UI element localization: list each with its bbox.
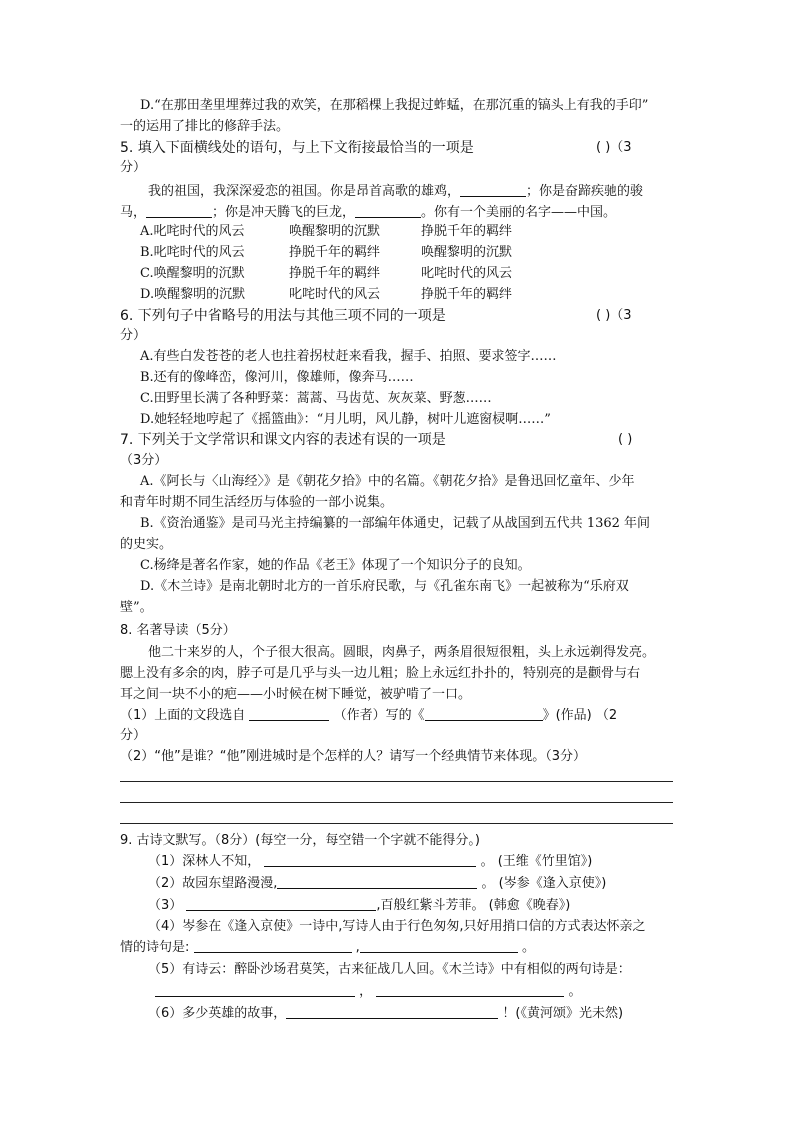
q5-answer-paren[interactable]: ( )（3 bbox=[596, 140, 632, 155]
q8-subquestion-2: （2）“他”是谁？“他”刚进城时是个怎样的人？请写一个经典情节来体现。（3分） bbox=[120, 749, 586, 764]
q7-points: （3分） bbox=[120, 453, 168, 468]
q5-option-d-col2: 叱咤时代的风云 bbox=[289, 287, 381, 302]
q5-option-b[interactable]: B.叱咤时代的风云 bbox=[140, 245, 245, 260]
q8-author-blank[interactable] bbox=[249, 707, 329, 721]
q5-option-d-col3: 挣脱千年的羁绊 bbox=[421, 287, 513, 302]
q9-item-5-comma: ， bbox=[359, 984, 373, 999]
q6-option-c[interactable]: C.田野里长满了各种野菜：蒿蒿、马齿苋、灰灰菜、野葱…… bbox=[140, 391, 492, 406]
q5-option-a-col3: 挣脱千年的羁绊 bbox=[421, 224, 513, 239]
q9-item-4-line1: （4）岑参在《逢入京使》一诗中,写诗人由于行色匆匆,只好用捎口信的方式表达怀亲之 bbox=[148, 919, 646, 934]
q8-answer-line-1[interactable] bbox=[120, 781, 673, 782]
q9-item-6 bbox=[148, 1005, 623, 1023]
q6-option-d[interactable]: D.她轻轻地哼起了《摇篮曲》：“月儿明，风儿静，树叶儿遮窗棂啊……” bbox=[140, 412, 551, 427]
q5-passage-e: 。你有一个美丽的名字——中国。 bbox=[421, 205, 617, 220]
q5-option-a-col2: 唤醒黎明的沉默 bbox=[289, 224, 381, 239]
q5-points-tail: 分） bbox=[120, 160, 147, 175]
q5-passage-line2 bbox=[120, 204, 616, 222]
q9-item-4-comma: , bbox=[355, 940, 360, 955]
q9-item-2-blank[interactable] bbox=[277, 875, 477, 889]
q7-option-c[interactable]: C.杨绛是著名作家，她的作品《老王》体现了一个知识分子的良知。 bbox=[140, 558, 531, 573]
q5-blank-2[interactable] bbox=[146, 204, 212, 218]
q8-passage-line3: 耳之间一块不小的疤——小时候在树下睡觉，被驴啃了一口。 bbox=[120, 687, 472, 702]
q5-passage-a: 我的祖国，我深深爱恋的祖国。你是昂首高歌的雄鸡， bbox=[148, 184, 461, 199]
q9-item-2 bbox=[148, 875, 606, 893]
q9-item-4-end: 。 bbox=[521, 940, 535, 955]
q5-option-a[interactable]: A.叱咤时代的风云 bbox=[140, 224, 245, 239]
q9-item-5-end: 。 bbox=[568, 984, 582, 999]
q9-item-1-suffix: 。 (王维《竹里馆》) bbox=[480, 854, 593, 869]
q5-option-b-col3: 唤醒黎明的沉默 bbox=[421, 245, 513, 260]
q5-option-c[interactable]: C.唤醒黎明的沉默 bbox=[140, 266, 245, 281]
q7-option-a-line1[interactable]: A.《阿长与〈山海经〉》是《朝花夕拾》中的名篇。《朝花夕拾》是鲁迅回忆童年、少年 bbox=[140, 474, 635, 489]
q8-title: 8. 名著导读（5分） bbox=[120, 623, 236, 638]
q6-stem: 6. 下列句子中省略号的用法与其他三项不同的一项是 bbox=[120, 308, 446, 324]
q9-item-5-blank-2[interactable] bbox=[376, 983, 564, 997]
q7-option-b-line2: 的史实。 bbox=[120, 537, 173, 552]
q8-subquestion-1 bbox=[120, 707, 617, 725]
q9-item-4-line2 bbox=[120, 939, 535, 957]
q9-item-4-blank-2[interactable] bbox=[360, 939, 518, 953]
q5-stem: 5. 填入下面横线处的语句，与上下文衔接最恰当的一项是 bbox=[120, 140, 474, 156]
q9-item-3-suffix: ,百般红紫斗芳菲。 (韩愈《晚春》) bbox=[376, 898, 571, 913]
q9-item-6-suffix: ！(《黄河颂》光未然) bbox=[502, 1006, 624, 1021]
q9-item-3 bbox=[148, 897, 570, 915]
q9-item-2-suffix: 。 (岑参《逢入京使》) bbox=[481, 876, 607, 891]
q9-item-4-lead: 情的诗句是: bbox=[120, 940, 190, 955]
q6-points-tail: 分） bbox=[120, 328, 147, 343]
q8-s1-part-b: （作者）写的《 bbox=[333, 708, 425, 723]
q5-option-b-col2: 挣脱千年的羁绊 bbox=[289, 245, 381, 260]
q8-answer-line-3[interactable] bbox=[120, 823, 673, 824]
q9-item-3-prefix: （3） bbox=[148, 898, 183, 913]
q6-option-b[interactable]: B.还有的像峰峦，像河川，像雄师，像奔马…… bbox=[140, 370, 414, 385]
q7-option-d-line1[interactable]: D.《木兰诗》是南北朝时北方的一首乐府民歌，与《孔雀东南飞》一起被称为“乐府双 bbox=[140, 579, 629, 594]
q9-item-5-line1: （5）有诗云：醉卧沙场君莫笑，古来征战几人回。《木兰诗》中有相似的两句诗是： bbox=[148, 962, 631, 977]
q7-option-b-line1[interactable]: B.《资治通鉴》是司马光主持编纂的一部编年体通史，记载了从战国到五代共 1362 年间 bbox=[140, 516, 651, 531]
q8-s1-part-a: （1）上面的文段选自 bbox=[120, 708, 246, 723]
q6-option-a[interactable]: A.有些白发苍苍的老人也拄着拐杖赶来看我，握手、拍照、要求签字…… bbox=[140, 349, 557, 364]
q9-item-5-blank-1[interactable] bbox=[155, 983, 355, 997]
q8-passage-line1: 他二十来岁的人，个子很大很高。圆眼，肉鼻子，两条眉很短很粗，头上永远剃得发亮。 bbox=[148, 645, 656, 660]
q5-passage-c: 马， bbox=[120, 205, 147, 220]
q9-item-4-blank-1[interactable] bbox=[194, 939, 352, 953]
q9-item-1-prefix: （1）深林人不知， bbox=[148, 854, 261, 869]
q5-blank-3[interactable] bbox=[355, 204, 421, 218]
q9-item-6-blank[interactable] bbox=[286, 1005, 498, 1019]
q5-passage-line1 bbox=[148, 183, 643, 201]
q7-stem: 7. 下列关于文学常识和课文内容的表述有误的一项是 bbox=[120, 432, 446, 448]
q9-item-1 bbox=[148, 853, 592, 871]
q9-item-3-blank[interactable] bbox=[186, 897, 376, 911]
q9-title: 9. 古诗文默写。（8分）(每空一分，每空错一个字就不能得分。) bbox=[120, 833, 480, 848]
q8-work-blank[interactable] bbox=[425, 707, 543, 721]
q5-passage-b: ；你是奋蹄疾驰的骏 bbox=[526, 184, 644, 199]
q5-option-c-col2: 挣脱千年的羁绊 bbox=[289, 266, 381, 281]
q9-item-1-blank[interactable] bbox=[264, 853, 476, 867]
q9-item-5-line2 bbox=[155, 983, 581, 1001]
q9-item-2-prefix: （2）故园东望路漫漫, bbox=[148, 876, 278, 891]
q5-passage-d: ；你是冲天腾飞的巨龙， bbox=[212, 205, 356, 220]
q8-s1-points-tail: 分） bbox=[120, 728, 147, 743]
q7-answer-paren[interactable]: ( ) bbox=[618, 432, 633, 447]
q5-option-c-col3: 叱咤时代的风云 bbox=[421, 266, 513, 281]
q8-passage-line2: 腮上没有多余的肉，脖子可是几乎与头一边儿粗；脸上永远红扑扑的，特别亮的是颧骨与右 bbox=[120, 666, 641, 681]
q9-item-6-prefix: （6）多少英雄的故事， bbox=[148, 1006, 287, 1021]
q5-option-d[interactable]: D.唤醒黎明的沉默 bbox=[140, 287, 246, 302]
q5-blank-1[interactable] bbox=[460, 183, 526, 197]
q6-answer-paren[interactable]: ( )（3 bbox=[596, 308, 632, 323]
q4-option-d-line2: 一的运用了排比的修辞手法。 bbox=[120, 119, 290, 134]
q8-s1-part-c: 》(作品) （2 bbox=[542, 708, 618, 723]
q4-option-d-line1: D.“在那田垄里埋葬过我的欢笑，在那稻棵上我捉过蚱蜢，在那沉重的镐头上有我的手印” bbox=[140, 98, 649, 113]
q8-answer-line-2[interactable] bbox=[120, 802, 673, 803]
q7-option-a-line2: 和青年时期不同生活经历与体验的一部小说集。 bbox=[120, 495, 394, 510]
q7-option-d-line2: 壁”。 bbox=[120, 600, 153, 615]
